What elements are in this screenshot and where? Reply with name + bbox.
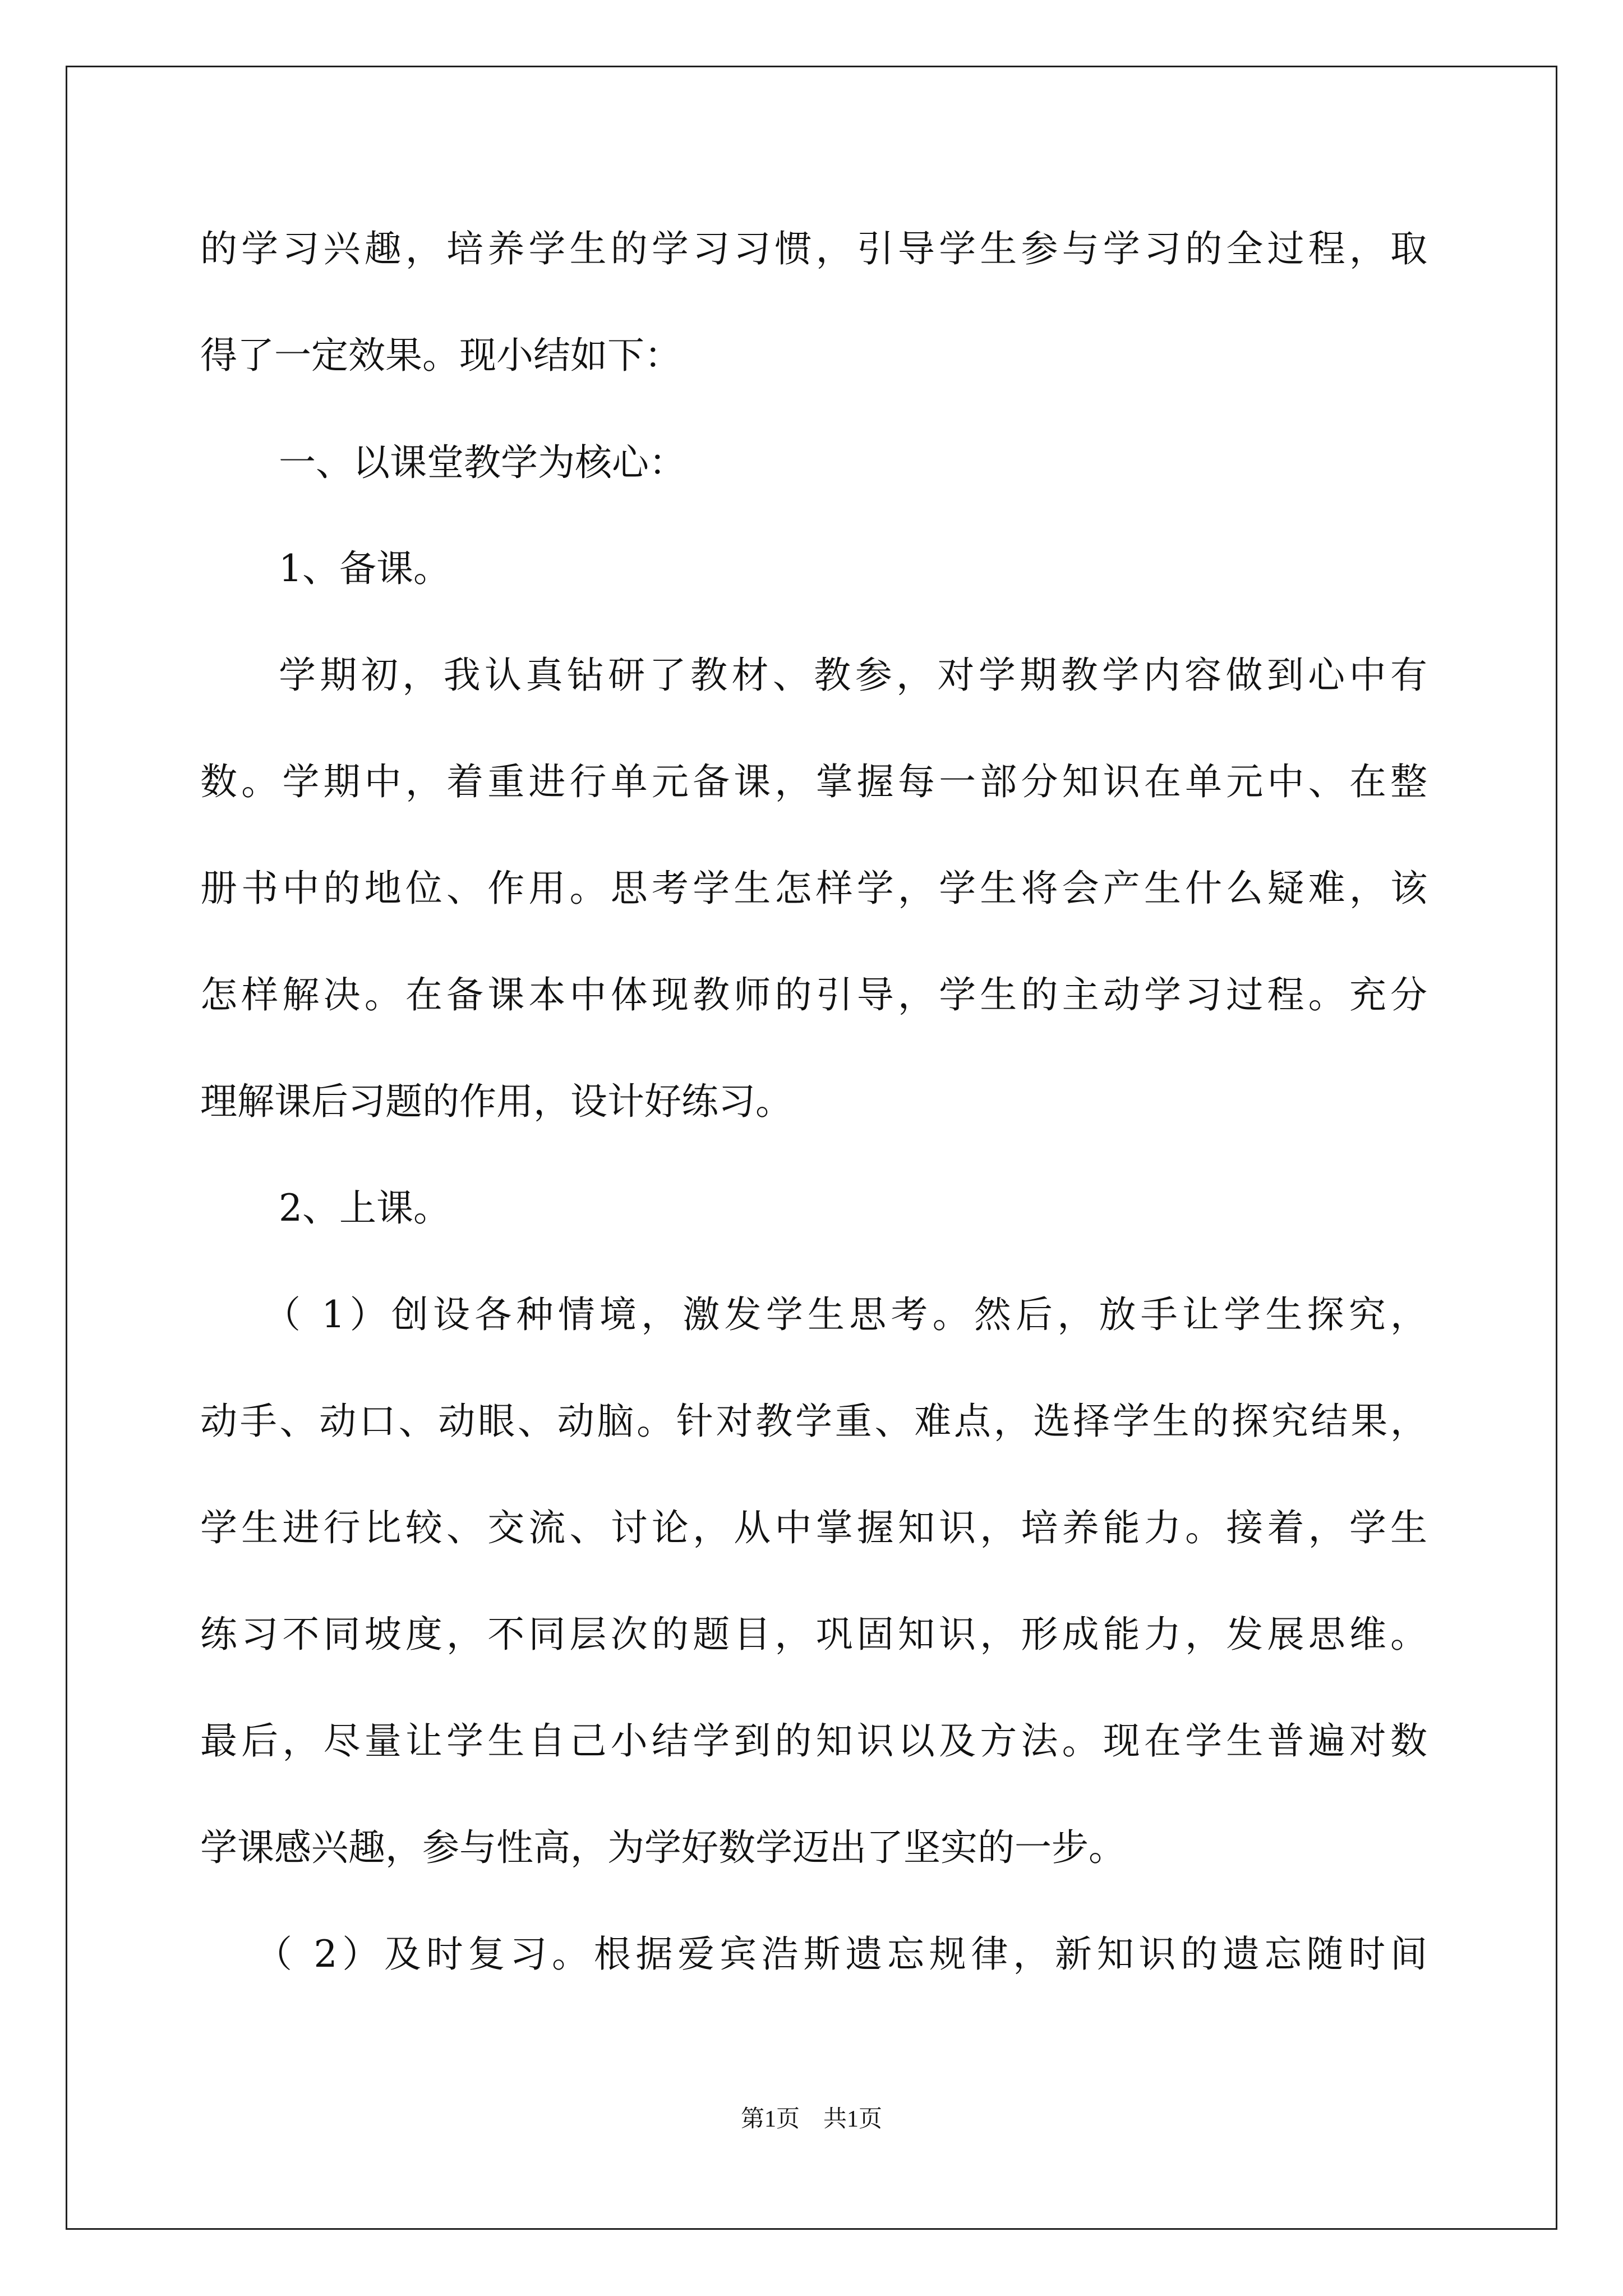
text-line-5: 学期初，我认真钻研了教材、教参，对学期教学内容做到心中有 bbox=[279, 654, 1427, 697]
text-line-8: 怎样解决。在备课本中体现教师的引导，学生的主动学习过程。充分 bbox=[200, 973, 1427, 1016]
page-total: 共1页 bbox=[823, 2106, 883, 2132]
text-line-6: 数。学期中，着重进行单元备课，掌握每一部分知识在单元中、在整 bbox=[200, 760, 1427, 803]
page-border bbox=[66, 66, 1557, 2230]
text-line-7: 册书中的地位、作用。思考学生怎样学，学生将会产生什么疑难，该 bbox=[200, 867, 1427, 910]
text-line-14: 练习不同坡度，不同层次的题目，巩固知识，形成能力，发展思维。 bbox=[200, 1613, 1427, 1656]
section-heading: 一、以课堂教学为核心： bbox=[279, 441, 686, 484]
text-line-13: 学生进行比较、交流、讨论，从中掌握知识，培养能力。接着，学生 bbox=[200, 1506, 1427, 1549]
text-line-16: 学课感兴趣，参与性高，为学好数学迈出了坚实的一步。 bbox=[200, 1826, 1126, 1869]
text-line-1: 的学习兴趣，培养学生的学习习惯，引导学生参与学习的全过程，取 bbox=[200, 227, 1427, 270]
text-line-11: （ 1）创设各种情境，激发学生思考。然后，放手让学生探究， bbox=[264, 1293, 1427, 1336]
subheading-class: 2、上课。 bbox=[279, 1186, 450, 1230]
page-footer bbox=[0, 2104, 1623, 2135]
text-line-17: （ 2）及时复习。根据爱宾浩斯遗忘规律，新知识的遗忘随时间 bbox=[255, 1932, 1427, 1976]
text-line-12: 动手、动口、动眼、动脑。针对教学重、难点，选择学生的探究结果， bbox=[200, 1400, 1427, 1443]
subheading-prep: 1、备课。 bbox=[279, 547, 450, 590]
text-line-15: 最后，尽量让学生自己小结学到的知识以及方法。现在学生普遍对数 bbox=[200, 1719, 1427, 1763]
text-line-9: 理解课后习题的作用，设计好练习。 bbox=[200, 1080, 792, 1123]
page-number: 第1页 bbox=[740, 2106, 800, 2132]
text-line-2: 得了一定效果。现小结如下： bbox=[200, 334, 681, 377]
